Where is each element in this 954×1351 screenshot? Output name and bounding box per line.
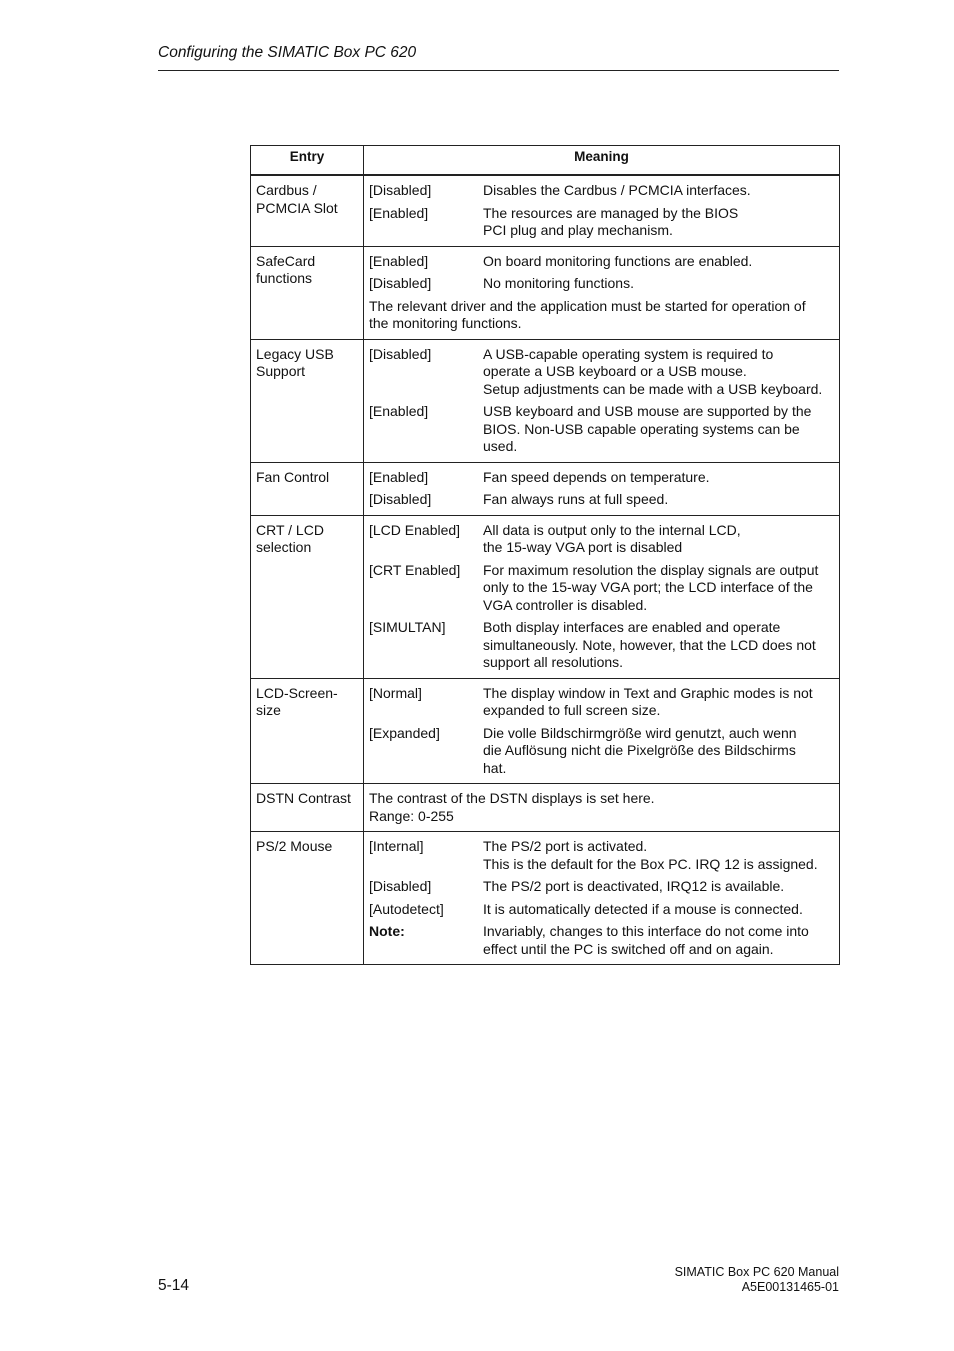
option-line [369,182,834,200]
option-description: Invariably, changes to this interface do not come into effect until the PC is switched off and on again. [483,923,809,957]
option-value: [Disabled] [369,275,432,291]
option-description: The display window in Text and Graphic modes is not expanded to full screen size. [483,684,813,718]
option-value: [LCD Enabled] [369,521,461,538]
option-line [369,205,834,240]
option-value: [Enabled] [369,204,429,221]
option-value: [Enabled] [369,468,429,485]
option-value: [Normal] [369,684,422,701]
table-row [251,832,840,965]
option-description: Fan always runs at full speed. [483,491,669,507]
option-line [369,275,834,293]
table-row [251,784,840,832]
entry-cell: Legacy USB Support [251,339,364,462]
option-line [369,838,834,873]
option-line [369,901,834,919]
meaning-cell [364,678,840,784]
row-note: The relevant driver and the application must be started for operation of the monitoring functions. [369,297,806,331]
option-value: [Enabled] [369,252,429,269]
option-description: The resources are managed by the BIOS PCI plug and play mechanism. [483,204,739,238]
meaning-cell [364,462,840,515]
bios-settings-table [250,145,840,965]
option-line [369,725,834,778]
option-description: Fan speed depends on temperature. [483,468,710,485]
option-line [369,469,834,487]
option-line [369,878,834,896]
table-row [251,515,840,678]
column-header-meaning: Meaning [364,146,840,176]
table-row [251,678,840,784]
option-line [369,685,834,720]
option-line [369,491,834,509]
option-description: On board monitoring functions are enabled. [483,252,753,269]
option-description: The PS/2 port is activated. This is the default for the Box PC. IRQ 12 is assigned. [483,838,818,872]
entry-cell: Cardbus / PCMCIA Slot [251,175,364,246]
meaning-cell [364,339,840,462]
option-description: A USB-capable operating system is required to operate a USB keyboard or a USB mouse. Setup adjustments can be made with a USB keyboard. [483,345,823,397]
footer-manual-title: SIMATIC Box PC 620 Manual [674,1265,839,1279]
table-row [251,246,840,339]
option-description: For maximum resolution the display signals are output only to the 15-way VGA port; the LCD interface of the VGA controller is disabled. [483,561,819,613]
option-value: [Expanded] [369,724,440,741]
option-value: [Disabled] [369,182,432,198]
option-description: Die volle Bildschirmgröße wird genutzt, auch wenn die Auflösung nicht die Pixelgröße des Bildschirms hat. [483,724,797,776]
footer-document-info [675,1265,839,1295]
entry-cell: DSTN Contrast [251,784,364,832]
meaning-cell [364,784,840,832]
meaning-cell [364,515,840,678]
option-description: Disables the Cardbus / PCMCIA interfaces. [483,182,751,198]
table-header-row [251,146,840,176]
option-line [369,562,834,615]
option-value: [Disabled] [369,491,432,507]
meaning-cell [364,832,840,965]
option-line [369,253,834,271]
option-value: [SIMULTAN] [369,619,446,635]
footer-document-id: A5E00131465-01 [741,1280,839,1294]
entry-cell: LCD-Screen- size [251,678,364,784]
meaning-cell [364,175,840,246]
header-divider [158,70,839,71]
meaning-cell [364,246,840,339]
table-row [251,462,840,515]
option-description: Both display interfaces are enabled and operate simultaneously. Note, however, that the LCD does not support all resolutions. [483,619,816,670]
option-value: [Disabled] [369,345,432,362]
option-line [369,619,834,672]
option-value: [Internal] [369,838,424,854]
table-row [251,339,840,462]
option-line [369,923,834,958]
option-description: All data is output only to the internal LCD, the 15-way VGA port is disabled [483,521,741,555]
option-value: [Disabled] [369,878,432,894]
entry-cell: CRT / LCD selection [251,515,364,678]
entry-cell: Fan Control [251,462,364,515]
row-text: The contrast of the DSTN displays is set here. Range: 0-255 [369,790,655,824]
option-line [369,522,834,557]
table-body [251,175,840,965]
page-number: 5-14 [158,1277,190,1294]
column-header-entry: Entry [251,146,364,176]
entry-cell: PS/2 Mouse [251,832,364,965]
table-row [251,175,840,246]
option-description: The PS/2 port is deactivated, IRQ12 is available. [483,878,785,894]
option-value: [Autodetect] [369,900,444,917]
option-value: [Enabled] [369,403,429,419]
option-description: USB keyboard and USB mouse are supported by the BIOS. Non-USB capable operating systems can be used. [483,403,812,454]
entry-cell: SafeCard functions [251,246,364,339]
option-line [369,346,834,399]
option-description: No monitoring functions. [483,275,634,291]
option-description: It is automatically detected if a mouse is connected. [483,900,803,917]
option-value: [CRT Enabled] [369,561,461,578]
option-line [369,403,834,456]
note-label: Note: [369,923,405,939]
page-header-title: Configuring the SIMATIC Box PC 620 [158,44,417,61]
